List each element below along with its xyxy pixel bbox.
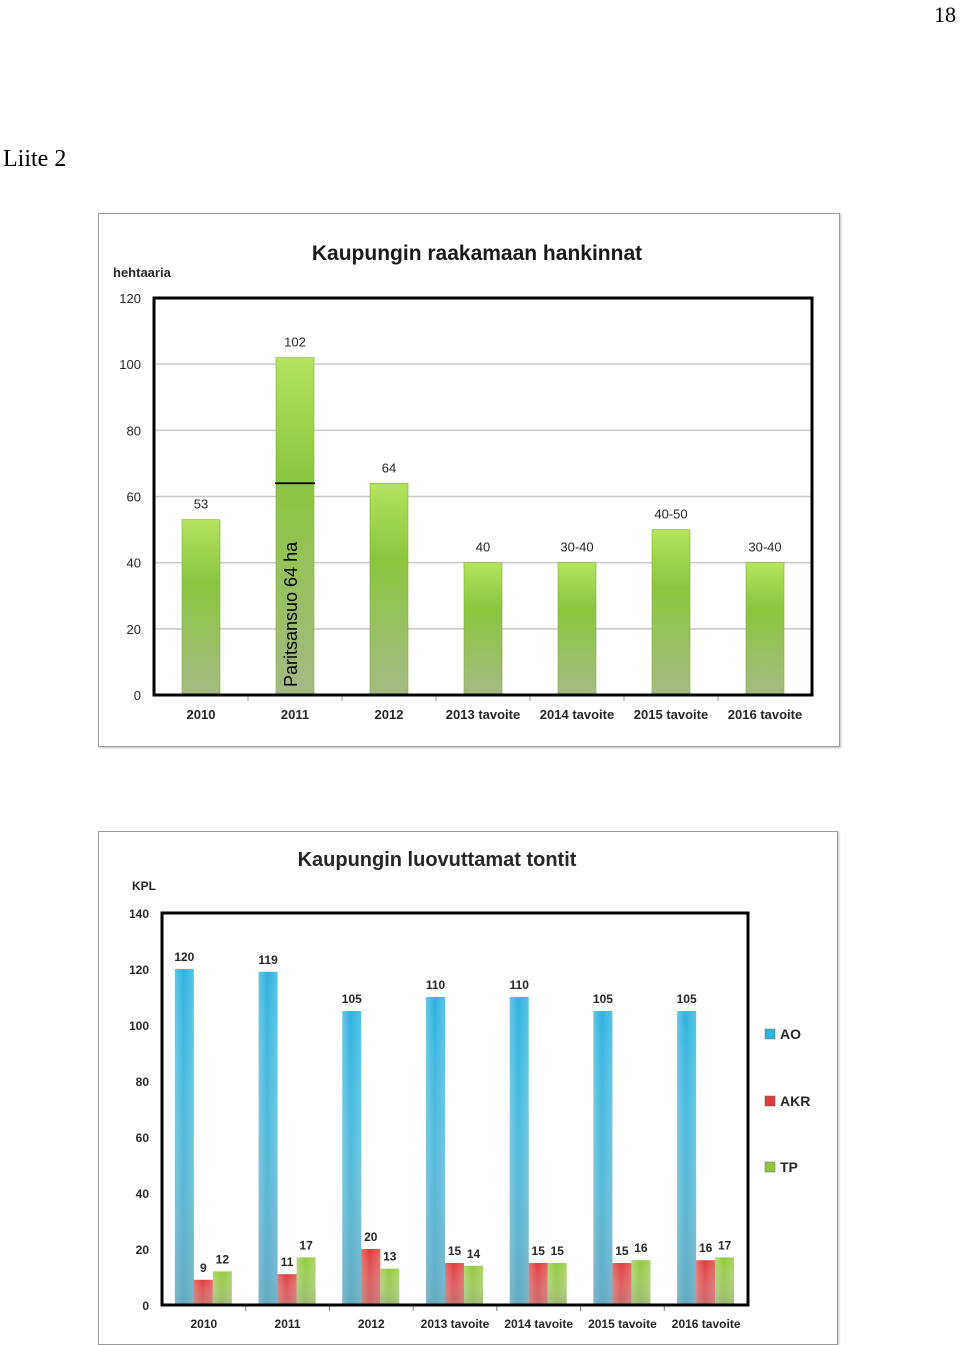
y-tick-label-40: 40 <box>135 1187 149 1201</box>
y-tick-label-0: 0 <box>142 1299 149 1313</box>
data-label-ao-2012: 105 <box>341 992 362 1006</box>
y-tick-label-20: 20 <box>135 1243 149 1257</box>
legend-swatch-ao <box>765 1029 775 1039</box>
page-number: 18 <box>934 2 956 27</box>
bar-shade-akr-2010 <box>194 1280 213 1305</box>
y-tick-label-120: 120 <box>128 963 149 977</box>
x-tick-label-2016-tavoite: 2016 tavoite <box>727 707 803 722</box>
x-tick-label-2014-tavoite: 2014 tavoite <box>504 1317 574 1331</box>
bar-shade-ao-2010 <box>175 969 194 1305</box>
bar-2016-tavoite <box>746 563 784 695</box>
chart-title: Kaupungin raakamaan hankinnat <box>311 242 643 265</box>
chart-title: Kaupungin luovuttamat tontit <box>297 849 577 871</box>
x-tick-label-2011: 2011 <box>274 1317 301 1331</box>
x-tick-label-2013-tavoite: 2013 tavoite <box>420 1317 490 1331</box>
bar-shade-akr-2011 <box>278 1274 297 1305</box>
data-label-akr-2015-tavoite: 15 <box>615 1244 629 1258</box>
legend-label-akr: AKR <box>780 1093 811 1109</box>
segment-label: Paritsansuo 64 ha <box>280 541 301 687</box>
data-label-tp-2010: 12 <box>215 1252 230 1267</box>
x-tick-label-2015-tavoite: 2015 tavoite <box>588 1317 657 1331</box>
x-tick-label-2015-tavoite: 2015 tavoite <box>633 707 709 722</box>
data-label-akr-2012: 20 <box>364 1230 378 1244</box>
y-tick-label-80: 80 <box>126 423 141 439</box>
x-tick-label-2014-tavoite: 2014 tavoite <box>539 707 615 722</box>
bar-shade-ao-2011 <box>259 972 278 1305</box>
legend-label-tp: TP <box>780 1159 798 1175</box>
plots-transferred-chart <box>98 831 838 1345</box>
y-tick-label-80: 80 <box>135 1075 149 1089</box>
x-tick-label-2013-tavoite: 2013 tavoite <box>445 707 521 722</box>
bar-shade-tp-2014-tavoite <box>548 1263 567 1305</box>
bar-shade-tp-2012 <box>380 1269 399 1305</box>
bar-shade-akr-2016-tavoite <box>696 1260 715 1305</box>
data-label-tp-2013-tavoite: 14 <box>466 1246 481 1261</box>
data-label-tp-2014-tavoite: 15 <box>550 1244 564 1258</box>
data-label-ao-2016-tavoite: 105 <box>676 992 697 1006</box>
bar-shade-ao-2012 <box>342 1011 361 1305</box>
data-label-ao-2015-tavoite: 105 <box>592 992 613 1006</box>
bar-shade-tp-2010 <box>213 1271 232 1305</box>
x-tick-label-2012: 2012 <box>374 707 404 722</box>
x-tick-label-2012: 2012 <box>357 1317 385 1331</box>
y-tick-label-20: 20 <box>126 621 141 637</box>
data-label-ao-2011: 119 <box>258 952 278 967</box>
bar-shade-ao-2014-tavoite <box>510 997 529 1305</box>
y-tick-label-100: 100 <box>128 1019 149 1033</box>
y-tick-label-60: 60 <box>126 489 141 505</box>
legend-swatch-tp <box>765 1162 775 1172</box>
bar-shade-tp-2015-tavoite <box>631 1260 650 1305</box>
bar-shade-ao-2015-tavoite <box>593 1011 612 1305</box>
data-label-tp-2016-tavoite: 17 <box>717 1238 732 1253</box>
data-label-tp-2012: 13 <box>383 1249 397 1264</box>
bar-2010 <box>182 520 220 695</box>
x-tick-label-2011: 2011 <box>280 707 310 722</box>
data-label-akr-2013-tavoite: 15 <box>447 1244 462 1258</box>
y-tick-label-0: 0 <box>133 688 141 703</box>
y-tick-label-120: 120 <box>119 291 141 306</box>
plots-chart-svg <box>99 832 837 1344</box>
data-label-ao-2013-tavoite: 110 <box>425 978 446 992</box>
bar-shade-ao-2013-tavoite <box>426 997 445 1305</box>
data-label-akr-2014-tavoite: 15 <box>531 1244 545 1258</box>
bar-shade-ao-2016-tavoite <box>677 1011 696 1305</box>
data-label-2014-tavoite: 30-40 <box>560 539 594 555</box>
raw-land-acquisition-chart <box>98 213 840 747</box>
x-tick-label-2016-tavoite: 2016 tavoite <box>671 1317 741 1331</box>
y-axis-label: KPL <box>132 879 156 893</box>
data-label-akr-2010: 9 <box>200 1260 207 1275</box>
y-tick-label-40: 40 <box>126 555 141 571</box>
bar-shade-tp-2016-tavoite <box>715 1257 734 1305</box>
y-tick-label-100: 100 <box>119 357 141 373</box>
data-label-2011: 102 <box>284 334 306 350</box>
data-label-tp-2015-tavoite: 16 <box>634 1241 648 1256</box>
data-label-2013-tavoite: 40 <box>475 539 491 555</box>
bar-shade-akr-2012 <box>361 1249 380 1305</box>
legend-swatch-akr <box>765 1096 775 1106</box>
data-label-2012: 64 <box>381 460 397 476</box>
legend-label-ao: AO <box>780 1026 801 1042</box>
bar-2015-tavoite <box>652 530 690 695</box>
x-tick-label-2010: 2010 <box>186 707 216 722</box>
data-label-akr-2016-tavoite: 16 <box>698 1241 713 1256</box>
y-axis-label: hehtaaria <box>113 265 171 280</box>
data-label-ao-2010: 120 <box>174 950 195 964</box>
data-label-2016-tavoite: 30-40 <box>748 539 782 555</box>
bar-2014-tavoite <box>558 563 596 695</box>
y-tick-label-60: 60 <box>135 1131 149 1145</box>
bar-shade-tp-2013-tavoite <box>464 1266 483 1305</box>
bar-2013-tavoite <box>464 563 502 695</box>
bar-shade-akr-2013-tavoite <box>445 1263 464 1305</box>
page-heading: Liite 2 <box>3 146 67 172</box>
data-label-2010: 53 <box>193 496 209 512</box>
data-label-2015-tavoite: 40-50 <box>654 506 688 522</box>
y-tick-label-140: 140 <box>128 907 149 921</box>
x-tick-label-2010: 2010 <box>190 1317 218 1331</box>
data-label-ao-2014-tavoite: 110 <box>509 978 529 992</box>
raw-land-chart-svg <box>99 214 839 746</box>
bar-2012 <box>370 483 408 695</box>
bar-shade-tp-2011 <box>297 1257 316 1305</box>
bar-shade-akr-2014-tavoite <box>529 1263 548 1305</box>
data-label-akr-2011: 11 <box>280 1255 294 1270</box>
data-label-tp-2011: 17 <box>299 1238 313 1253</box>
bar-shade-akr-2015-tavoite <box>612 1263 631 1305</box>
